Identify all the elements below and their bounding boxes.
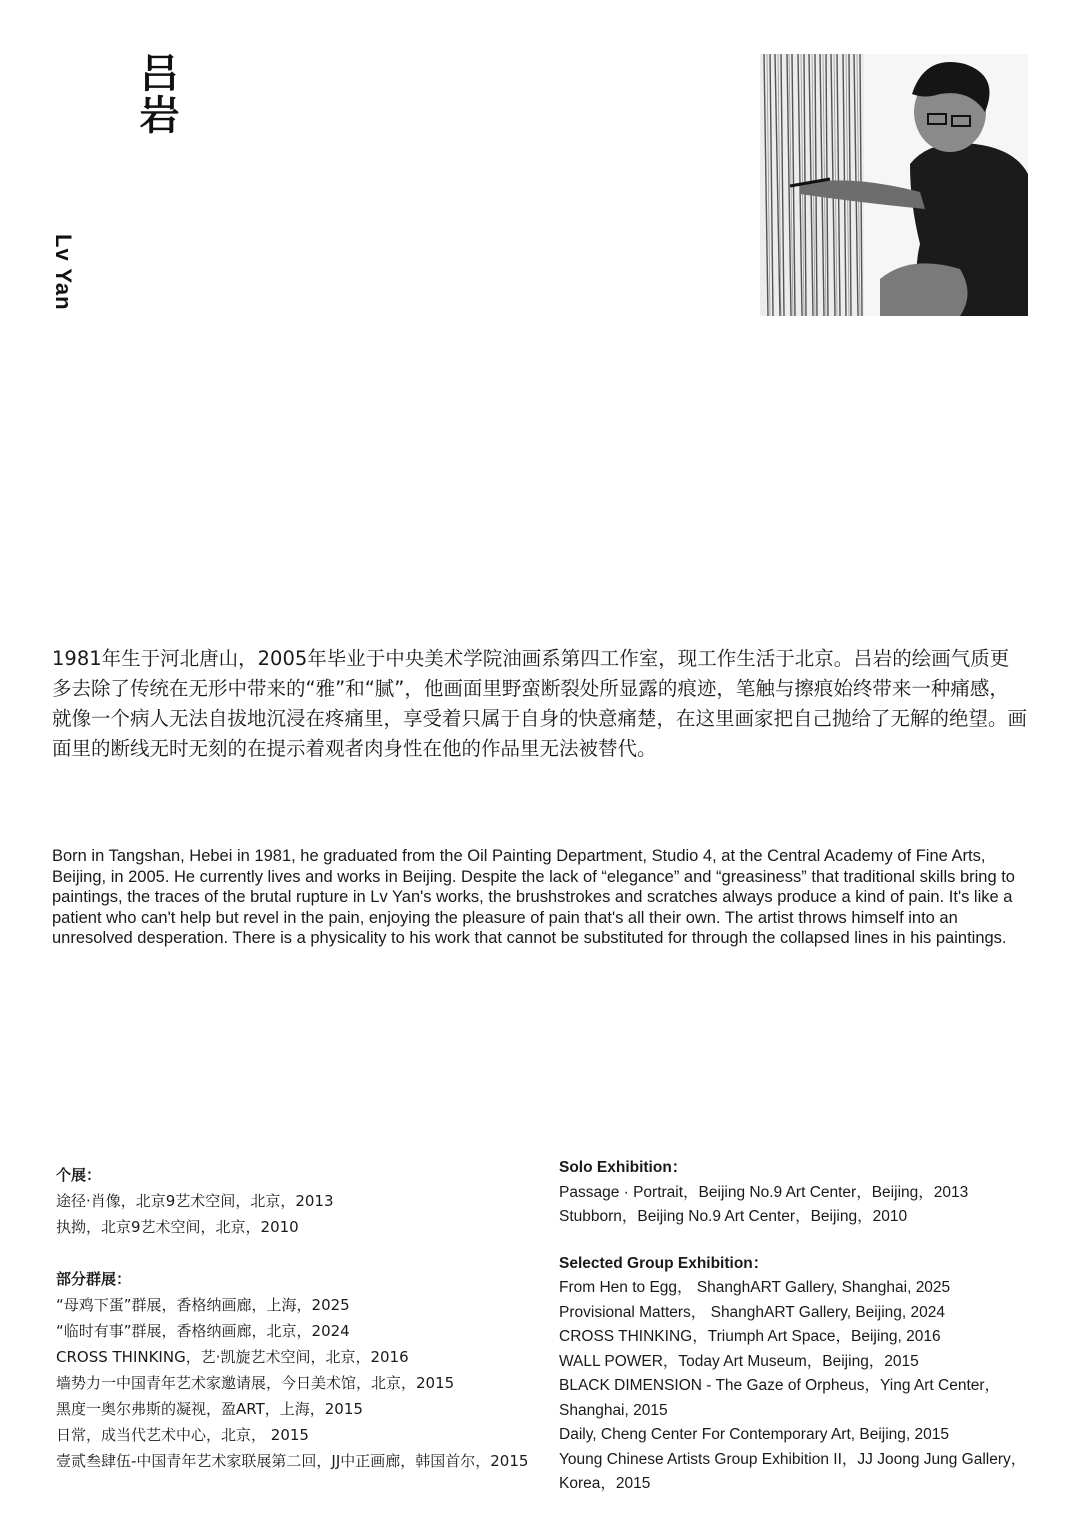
exhibitions-english	[559, 1156, 1029, 1497]
list-item: 黑度一奥尔弗斯的凝视，盈ART，上海，2015	[56, 1400, 363, 1418]
list-item: Stubborn，Beijing No.9 Art Center，Beijing，2010	[559, 1208, 908, 1225]
list-item: CROSS THINKING，Triumph Art Space，Beijing, 2016	[559, 1328, 941, 1345]
list-item: Daily, Cheng Center For Contemporary Art, Beijing, 2015	[559, 1426, 949, 1443]
group-exhibition-heading-cn: 部分群展：	[56, 1270, 132, 1288]
list-item: “临时有事”群展，香格纳画廊，北京，2024	[56, 1322, 350, 1340]
group-exhibition-list-cn	[56, 1292, 536, 1474]
list-item: Young Chinese Artists Group Exhibition II，JJ Joong Jung Gallery，Korea，2015	[559, 1450, 1027, 1492]
solo-exhibition-list-en	[559, 1181, 1029, 1230]
solo-exhibition-heading-en: Solo Exhibition：	[559, 1159, 688, 1176]
list-item: CROSS THINKING，艺·凯旋艺术空间，北京，2016	[56, 1348, 409, 1366]
artist-name-english: Lv Yan	[51, 234, 76, 311]
list-item: From Hen to Egg， ShanghART Gallery, Shanghai, 2025	[559, 1279, 951, 1296]
list-item: 途径·肖像，北京9艺术空间，北京，2013	[56, 1192, 334, 1210]
list-item: BLACK DIMENSION - The Gaze of Orpheus，Ying Art Center， Shanghai, 2015	[559, 1377, 1001, 1419]
group-exhibition-heading-en: Selected Group Exhibition：	[559, 1254, 769, 1272]
artist-portrait-photo	[760, 54, 1028, 316]
list-item: 日常，成当代艺术中心，北京， 2015	[56, 1426, 309, 1444]
biography-chinese: 1981年生于河北唐山，2005年毕业于中央美术学院油画系第四工作室，现工作生活于北京。吕岩的绘画气质更多去除了传统在无形中带来的“雅”和“腻”，他画面里野蛮断裂处所显露的痕迹，笔触与擦痕始终带来一种痛感，就像一个病人无法自拔地沉浸在疼痛里，享受着只属于自身的快意痛楚，在这里画家把自己抛给了无解的绝望。画面里的断线无时无刻的在提示着观者肉身性在他的作品里无法被替代。	[52, 647, 1028, 760]
solo-exhibition-list-cn	[56, 1188, 536, 1240]
exhibitions-chinese	[56, 1162, 536, 1474]
artist-name-chinese: 吕岩	[133, 52, 179, 136]
list-item: “母鸡下蛋”群展，香格纳画廊，上海，2025	[56, 1296, 350, 1314]
list-item: 墙势力一中国青年艺术家邀请展，今日美术馆，北京，2015	[56, 1374, 455, 1392]
list-item: Provisional Matters， ShanghART Gallery, Beijing, 2024	[559, 1303, 945, 1321]
list-item: WALL POWER，Today Art Museum，Beijing，2015	[559, 1352, 919, 1370]
biography-english: Born in Tangshan, Hebei in 1981, he graduated from the Oil Painting Department, Studio 4, at the Central Academy of Fine Arts, Beijing, in 2005. He currently lives and works in Beijing. Despite the lack of “elegance” and “greasiness” that traditional skills bring to paintings, the traces of the brutal rupture in Lv Yan's works, the brushstrokes and scratches always produce a kind of pain. It's like a patient who can't help but revel in the pain, enjoying the pleasure of pain that's all their own. The artist throws himself into an unresolved desperation. There is a physicality to his work that cannot be substituted for through the collapsed lines in his paintings.	[52, 847, 1015, 947]
group-exhibition-list-en	[559, 1276, 1029, 1497]
solo-exhibition-heading-cn: 个展：	[56, 1166, 102, 1184]
list-item: 执拗，北京9艺术空间，北京，2010	[56, 1218, 299, 1236]
list-item: Passage · Portrait，Beijing No.9 Art Center，Beijing，2013	[559, 1183, 969, 1201]
list-item: 壹贰叁肆伍-中国青年艺术家联展第二回，JJ中正画廊，韩国首尔，2015	[56, 1452, 529, 1470]
